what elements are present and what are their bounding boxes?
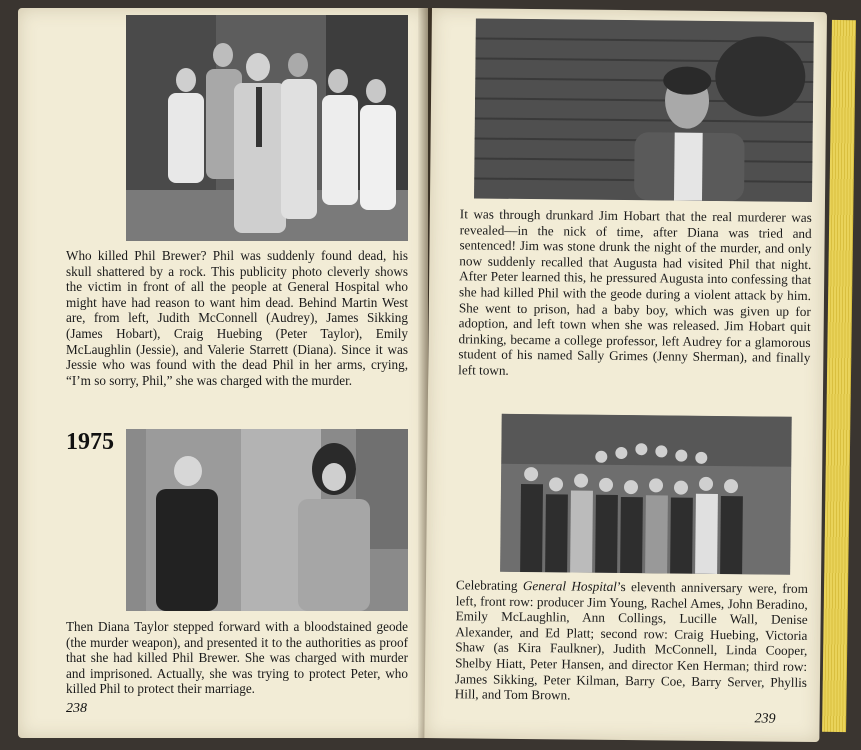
man-brick-wall-photo	[474, 18, 814, 202]
policewoman-diana-photo	[126, 429, 408, 611]
caption-rest: ’s eleventh anniversary were, from left, front row: producer Jim Young, Rachel Ames, John Beradino, Emily McLaughlin, Ann Collings, Lucille Wall, Denise Alexander, and Ed Platt; second row: Craig Huebing, Victoria Shaw (as Kira Faulkner), Judith McConnell, Linda Cooper, Shelby Hiatt, Peter Hansen, and director Ken Herman; third row: James Sikking, Peter Kilman, Barry Coe, Barry Server, Phyllis Hill, and Tom Brown.	[454, 578, 809, 703]
show-title: General Hospital	[522, 577, 617, 594]
left-caption-2: Then Diana Taylor stepped forward with a bloodstained geode (the murder weapon), and presented it to the authorities as proof that she had killed Phil Brewer. She was charged with murder and imprisoned. Actually, she was trying to protect Peter, who killed Phil to protect their marriage.	[66, 619, 408, 697]
left-page-number: 238	[66, 701, 87, 716]
page-edges	[822, 20, 856, 732]
right-page	[424, 8, 827, 742]
hospital-staff-photo	[126, 15, 408, 241]
left-caption-1: Who killed Phil Brewer? Phil was suddenly found dead, his skull shattered by a rock. This publicity photo cleverly shows the victim in front of all the people at General Hospital who might have had reason to want him dead. Behind Martin West are, from left, Judith McConnell (Audrey), James Sikking (James Hobart), Craig Huebing (Peter Taylor), Emily McLaughlin (Jessie), and Valerie Starrett (Diana). Since it was Jessie who was found with the dead Phil in her arms, crying, “I’m so sorry, Phil,” she was charged with the murder.	[66, 248, 408, 388]
right-caption-1: It was through drunkard Jim Hobart that the real murderer was revealed—in the nick of time, after Diana was tried and sentenced! Jim was stone drunk the night of the murder, and only now suddenly recalled that Augusta had visited Phil that night. After Peter learned this, he pressured Augusta into confessing that she had killed Phil with the geode during a violent attack by him. She went to prison, had a baby boy, which was given up for adoption, and left town when she was released. Jim Hobart quit drinking, became a college professor, left Audrey for a glamorous student of his named Sally Grimes (Jenny Sherman), and finally left town.	[458, 206, 812, 378]
caption-prefix: Celebrating	[455, 577, 523, 593]
year-heading: 1975	[66, 429, 114, 455]
right-caption-2	[455, 577, 808, 705]
anniversary-cast-photo	[500, 414, 792, 575]
right-page-number: 239	[754, 711, 776, 727]
left-page	[18, 8, 428, 738]
